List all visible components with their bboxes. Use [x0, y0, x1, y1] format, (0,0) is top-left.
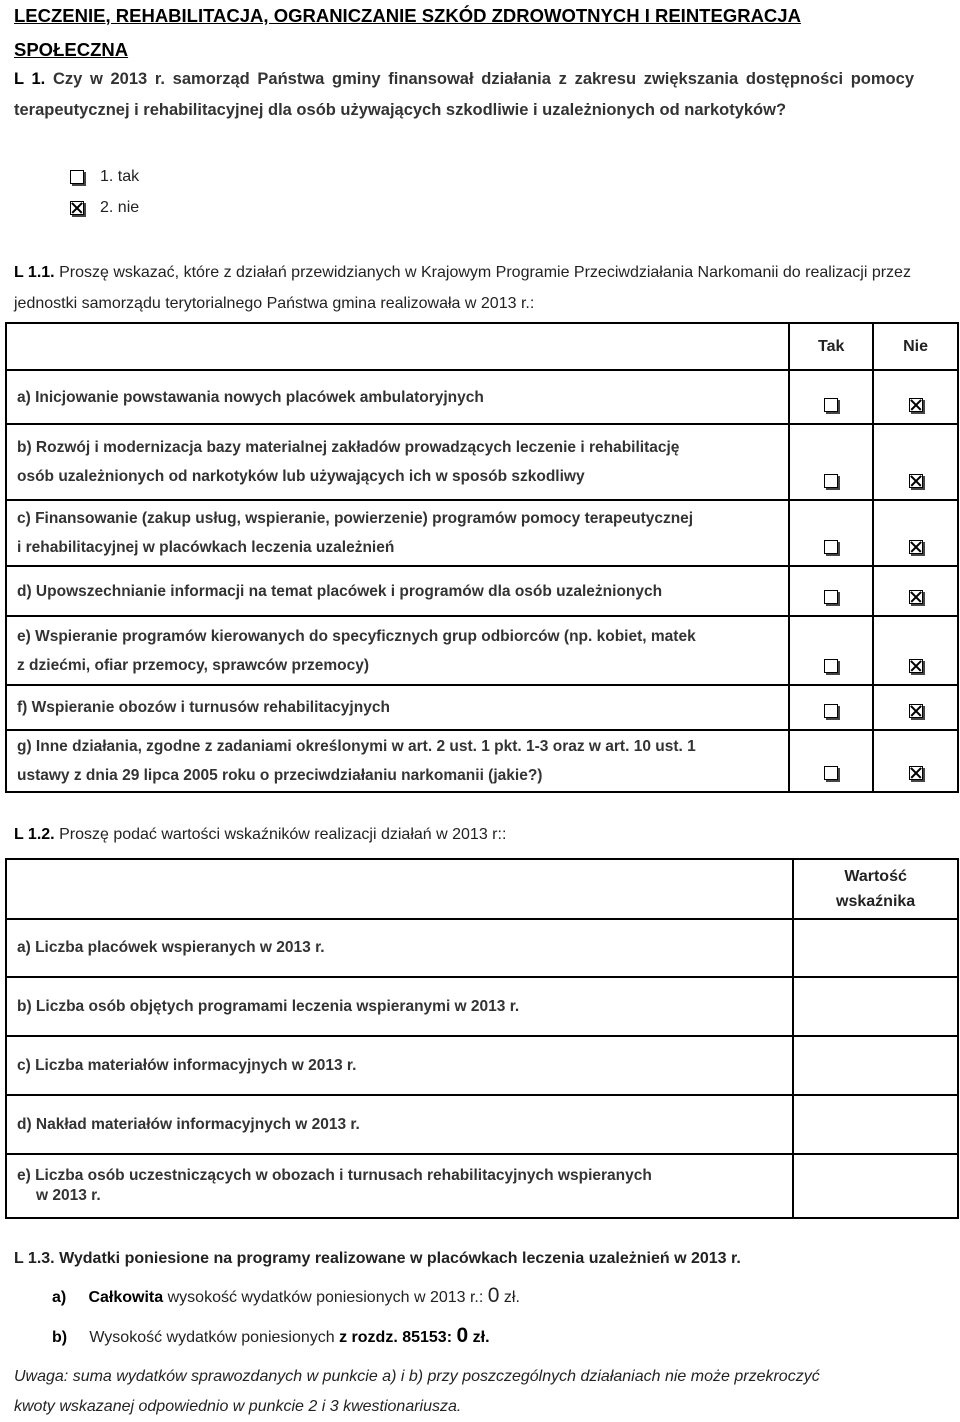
indicators-table	[5, 858, 959, 1219]
table-row	[6, 500, 958, 566]
checkbox-tak[interactable]	[824, 398, 838, 412]
question-l1-1	[14, 257, 934, 319]
row-label: c) Finansowanie (zakup usług, wspieranie, powierzenie) programów pomocy terapeutycznej i rehabilitacyjnej w placówkach leczenia uzależnień	[6, 500, 789, 566]
value-input-cell[interactable]	[793, 1095, 958, 1154]
activities-table	[5, 322, 959, 793]
table-row	[6, 424, 958, 500]
option-label: 2. nie	[100, 199, 140, 216]
checkbox-tak[interactable]	[824, 659, 838, 673]
row-label: e) Wspieranie programów kierowanych do specyficznych grup odbiorców (np. kobiet, matek z dziećmi, ofiar przemocy, sprawców przemocy)	[6, 616, 789, 685]
checkbox-tak[interactable]	[824, 540, 838, 554]
question-number: L 1.2.	[14, 826, 55, 843]
question-text: Proszę podać wartości wskaźników realizacji działań w 2013 r::	[59, 826, 507, 843]
header-empty-cell	[6, 859, 793, 919]
question-l1	[14, 64, 914, 126]
table-row	[6, 977, 958, 1036]
row-label: e) Liczba osób uczestniczących w obozach i turnusach rehabilitacyjnych wspieranych w 2013 r.	[6, 1154, 793, 1218]
checkbox-tak[interactable]	[824, 704, 838, 718]
row-label: b) Liczba osób objętych programami leczenia wspieranymi w 2013 r.	[6, 977, 793, 1036]
table-row	[6, 370, 958, 424]
expense-85153-value[interactable]: 0	[456, 1324, 469, 1347]
table-row	[6, 685, 958, 730]
checkbox-nie-checked[interactable]	[909, 540, 923, 554]
checkbox-tak[interactable]	[824, 766, 838, 780]
table-row	[6, 616, 958, 685]
section-title: LECZENIE, REHABILITACJA, OGRANICZANIE SZKÓD ZDROWOTNYCH I REINTEGRACJA	[14, 5, 801, 26]
option-tak[interactable]	[70, 168, 139, 186]
header-empty-cell	[6, 323, 789, 370]
question-l1-2	[14, 826, 506, 844]
checkbox-nie-checked[interactable]	[909, 659, 923, 673]
checkbox-tak[interactable]	[70, 170, 84, 184]
row-label: f) Wspieranie obozów i turnusów rehabilitacyjnych	[6, 685, 789, 730]
checkbox-nie-checked[interactable]	[909, 474, 923, 488]
row-label: b) Rozwój i modernizacja bazy materialnej zakładów prowadzących leczenie i rehabilitację osób uzależnionych od narkotyków lub używających ich w sposób szkodliwy	[6, 424, 789, 500]
checkbox-tak[interactable]	[824, 590, 838, 604]
row-label: d) Upowszechnianie informacji na temat placówek i programów dla osób uzależnionych	[6, 566, 789, 616]
checkbox-nie-checked[interactable]	[909, 590, 923, 604]
option-nie[interactable]	[70, 199, 139, 217]
question-text: Proszę wskazać, które z działań przewidzianych w Krajowym Programie Przeciwdziałania Narkomanii do realizacji przez jednostki samorządu terytorialnego Państwa gmina realizowała w 2013 r.:	[14, 264, 911, 312]
table-header-row	[6, 859, 958, 919]
expense-total-line: a) Całkowita wysokość wydatków poniesionych w 2013 r.: 0 zł.	[52, 1284, 520, 1307]
question-number: L 1.	[14, 70, 46, 88]
section-title-cont: SPOŁECZNA	[14, 39, 129, 60]
table-row	[6, 1095, 958, 1154]
table-row	[6, 730, 958, 792]
table-row	[6, 1036, 958, 1095]
row-label: a) Inicjowanie powstawania nowych placówek ambulatoryjnych	[6, 370, 789, 424]
checkbox-tak[interactable]	[824, 474, 838, 488]
value-input-cell[interactable]	[793, 1154, 958, 1218]
value-input-cell[interactable]	[793, 977, 958, 1036]
row-label: g) Inne działania, zgodne z zadaniami określonymi w art. 2 ust. 1 pkt. 1-3 oraz w art. 10 ust. 1 ustawy z dnia 29 lipca 2005 roku o przeciwdziałaniu narkomanii (jakie?)	[6, 730, 789, 792]
checkbox-nie-checked[interactable]	[909, 398, 923, 412]
checkbox-nie-checked[interactable]	[909, 766, 923, 780]
value-input-cell[interactable]	[793, 919, 958, 977]
checkbox-nie-checked[interactable]	[909, 704, 923, 718]
note: Uwaga: suma wydatków sprawozdanych w punkcie a) i b) przy poszczególnych działaniach nie może przekroczyć kwoty wskazanej odpowiednio w punkcie 2 i 3 kwestionariusza.	[14, 1368, 820, 1415]
question-l1-3: L 1.3. Wydatki poniesione na programy realizowane w placówkach leczenia uzależnień w 2013 r.	[14, 1250, 741, 1267]
table-header-row	[6, 323, 958, 370]
column-header-tak: Tak	[789, 323, 873, 370]
value-input-cell[interactable]	[793, 1036, 958, 1095]
row-label: a) Liczba placówek wspieranych w 2013 r.	[6, 919, 793, 977]
checkbox-nie-checked[interactable]	[70, 201, 84, 215]
row-label: d) Nakład materiałów informacyjnych w 2013 r.	[6, 1095, 793, 1154]
column-header-nie: Nie	[873, 323, 958, 370]
question-text: Czy w 2013 r. samorząd Państwa gminy finansował działania z zakresu zwiększania dostępności pomocy terapeutycznej i rehabilitacyjnej dla osób używających szkodliwie i uzależnionych od narkotyków?	[14, 70, 914, 119]
table-row	[6, 1154, 958, 1218]
table-row	[6, 566, 958, 616]
expense-85153-line: b) Wysokość wydatków poniesionych z rozdz. 85153: 0 zł.	[52, 1324, 490, 1347]
table-row	[6, 919, 958, 977]
option-label: 1. tak	[100, 168, 140, 185]
column-header-value: Wartość wskaźnika	[793, 859, 958, 919]
question-number: L 1.1.	[14, 264, 55, 281]
expense-total-value[interactable]: 0	[487, 1284, 500, 1307]
row-label: c) Liczba materiałów informacyjnych w 2013 r.	[6, 1036, 793, 1095]
